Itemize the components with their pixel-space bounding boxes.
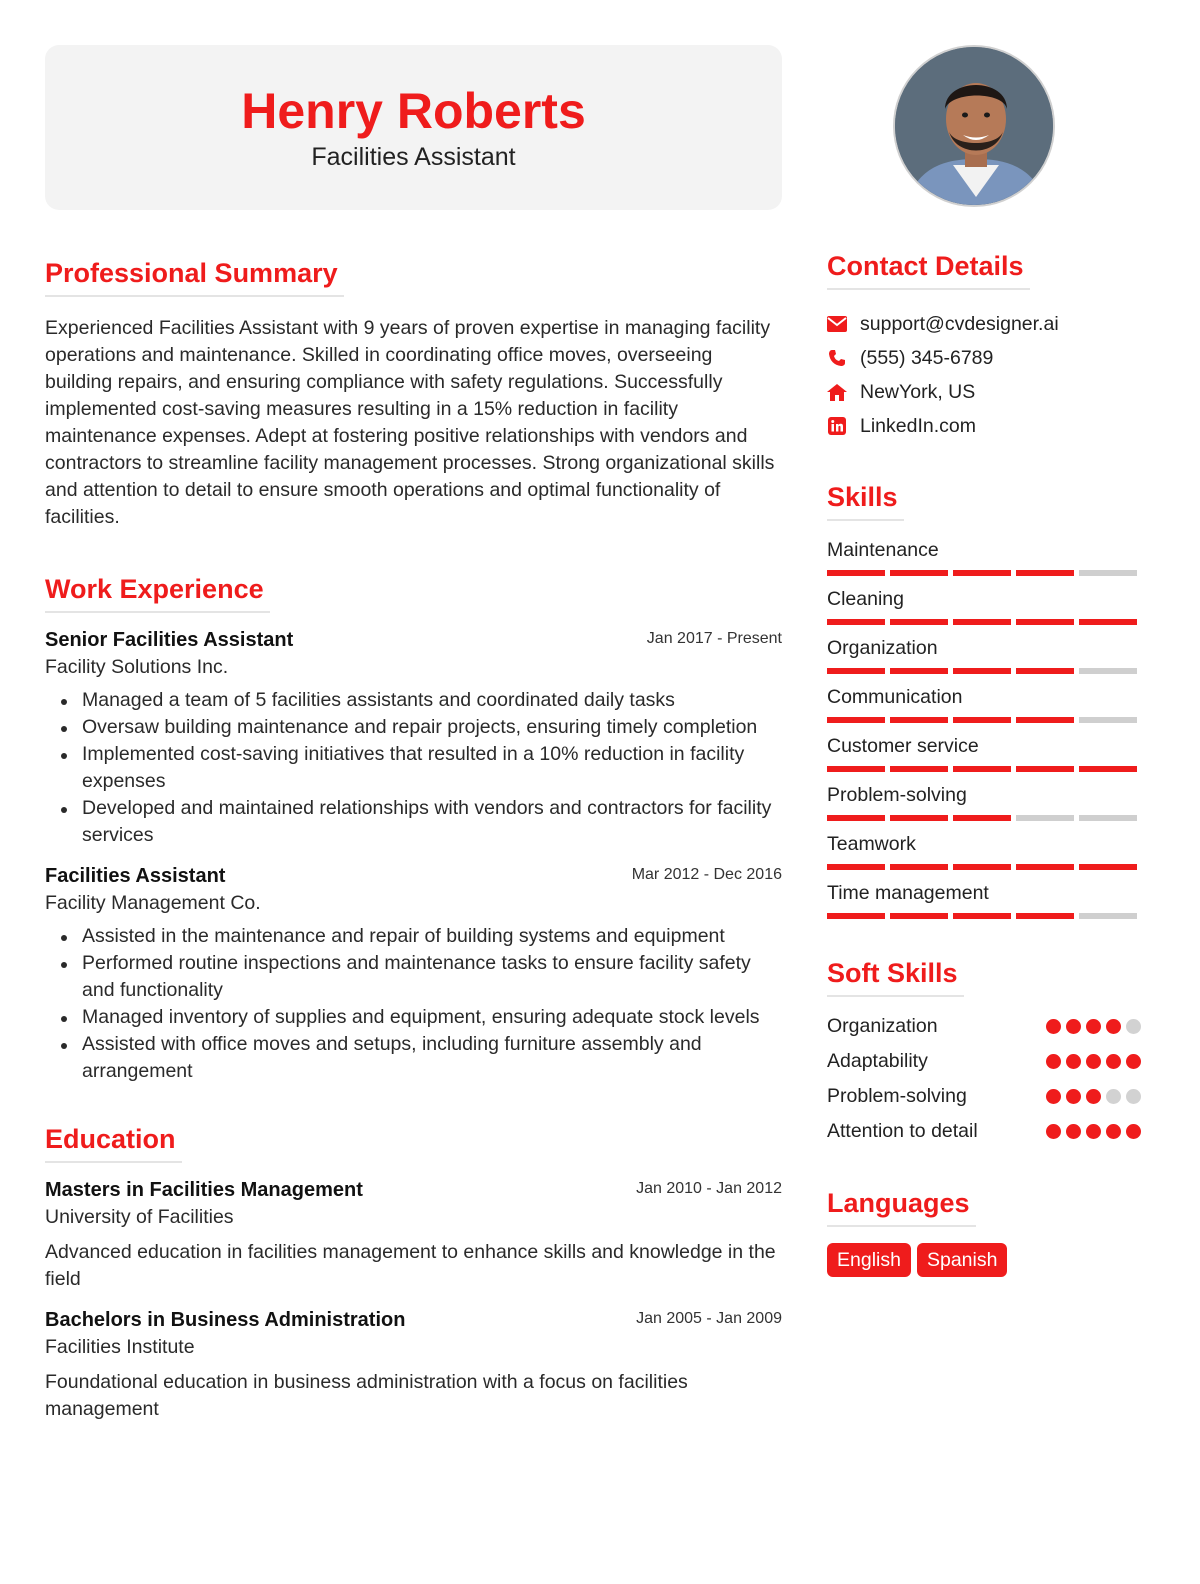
skill-level-segment [890,570,948,576]
skill-level-segment [1016,619,1074,625]
rating-dot [1066,1089,1081,1104]
soft-skill-rating [1046,1054,1141,1069]
rating-dot [1046,1124,1061,1139]
skill-level-segment [953,766,1011,772]
job-entry [45,627,782,849]
bullet-item: Oversaw building maintenance and repair projects, ensuring timely completion [45,714,782,741]
skill-level-segment [1079,864,1137,870]
envelope-icon [827,314,847,334]
rating-dot [1126,1019,1141,1034]
job-bullets [45,687,782,849]
skill-level-segment [827,766,885,772]
skill-item [827,586,1147,635]
skill-level-bar [827,619,1147,625]
education-entry [45,1177,782,1293]
profile-photo [893,45,1055,207]
rating-dot [1106,1124,1121,1139]
experience-heading: Work Experience [45,573,270,613]
soft-skill-item [827,1044,1147,1079]
skill-level-segment [827,717,885,723]
soft-skill-rating [1046,1019,1141,1034]
skill-item [827,684,1147,733]
experience-section [45,573,782,1085]
job-title: Facilities Assistant [311,142,516,171]
job-bullets [45,923,782,1085]
skill-name: Communication [827,686,963,708]
soft-skills-list [827,1009,1147,1149]
skill-level-segment [1079,619,1137,625]
soft-skill-name: Attention to detail [827,1120,978,1142]
linkedin-icon [827,416,847,436]
job-entry [45,863,782,1085]
skill-item [827,635,1147,684]
rating-dot [1086,1054,1101,1069]
skill-name: Customer service [827,735,979,757]
skill-level-segment [1016,570,1074,576]
home-icon [827,382,847,402]
skill-level-segment [1079,668,1137,674]
rating-dot [1066,1054,1081,1069]
bullet-item: Managed a team of 5 facilities assistants and coordinated daily tasks [45,687,782,714]
rating-dot [1106,1089,1121,1104]
skill-level-bar [827,668,1147,674]
skills-section [827,481,1147,929]
school-name: University of Facilities [45,1206,234,1228]
skill-name: Cleaning [827,588,904,610]
skill-name: Organization [827,637,938,659]
skill-level-segment [1079,815,1137,821]
bullet-item: Assisted with office moves and setups, including furniture assembly and arrangement [45,1031,782,1085]
job-title: Senior Facilities Assistant [45,629,294,651]
skill-level-segment [827,619,885,625]
soft-skill-name: Organization [827,1015,938,1037]
degree-title: Bachelors in Business Administration [45,1309,406,1331]
rating-dot [1106,1019,1121,1034]
contact-location [827,375,1147,409]
contact-heading: Contact Details [827,250,1030,290]
education-date: Jan 2005 - Jan 2009 [636,1310,782,1327]
skill-level-segment [953,570,1011,576]
contact-email [827,307,1147,341]
avatar-illustration [895,47,1055,207]
bullet-item: Performed routine inspections and maintenance tasks to ensure facility safety and functionality [45,950,782,1004]
skill-item [827,537,1147,586]
skill-level-segment [953,815,1011,821]
skill-item [827,782,1147,831]
bullet-item: Managed inventory of supplies and equipment, ensuring adequate stock levels [45,1004,782,1031]
skill-level-segment [890,815,948,821]
skill-level-segment [1016,717,1074,723]
skill-level-segment [1016,668,1074,674]
degree-title: Masters in Facilities Management [45,1179,363,1201]
languages-heading: Languages [827,1187,976,1227]
languages-section [827,1187,1147,1277]
sidebar-column [827,250,1147,1277]
skill-level-bar [827,570,1147,576]
skill-level-segment [890,913,948,919]
skill-level-segment [1079,570,1137,576]
skill-level-segment [890,717,948,723]
skill-name: Time management [827,882,989,904]
rating-dot [1066,1124,1081,1139]
bullet-item: Developed and maintained relationships with vendors and contractors for facility services [45,795,782,849]
rating-dot [1046,1054,1061,1069]
soft-skill-item [827,1114,1147,1149]
job-date: Mar 2012 - Dec 2016 [631,866,782,883]
languages-list [827,1243,1147,1277]
soft-skills-section [827,957,1147,1149]
skills-list [827,537,1147,929]
main-column [45,45,782,1423]
phone-text[interactable]: (555) 345-6789 [860,346,994,369]
skill-level-segment [953,864,1011,870]
contact-linkedin [827,409,1147,443]
soft-skill-item [827,1079,1147,1114]
rating-dot [1046,1019,1061,1034]
linkedin-text[interactable]: LinkedIn.com [860,414,976,437]
summary-heading: Professional Summary [45,257,344,297]
job-company: Facility Management Co. [45,892,261,914]
language-badge: English [827,1243,911,1277]
education-heading: Education [45,1123,182,1163]
language-badge: Spanish [917,1243,1007,1277]
skill-level-segment [1079,766,1137,772]
skill-level-segment [827,913,885,919]
skill-level-segment [827,570,885,576]
skill-name: Problem-solving [827,784,967,806]
education-description: Foundational education in business administration with a focus on facilities management [45,1371,688,1420]
header-card [45,45,782,210]
skill-name: Maintenance [827,539,939,561]
skill-level-bar [827,717,1147,723]
skill-level-segment [1016,913,1074,919]
rating-dot [1086,1124,1101,1139]
skills-heading: Skills [827,481,904,521]
school-name: Facilities Institute [45,1336,195,1358]
rating-dot [1126,1124,1141,1139]
rating-dot [1046,1089,1061,1104]
email-text[interactable]: support@cvdesigner.ai [860,312,1059,335]
skill-level-segment [890,668,948,674]
phone-icon [827,348,847,368]
soft-skill-rating [1046,1124,1141,1139]
education-description: Advanced education in facilities management to enhance skills and knowledge in the field [45,1241,776,1290]
skill-level-segment [953,913,1011,919]
job-company: Facility Solutions Inc. [45,656,229,678]
skill-level-bar [827,815,1147,821]
skill-level-segment [953,619,1011,625]
rating-dot [1066,1019,1081,1034]
soft-skill-rating [1046,1089,1141,1104]
skill-level-segment [1079,913,1137,919]
rating-dot [1106,1054,1121,1069]
job-date: Jan 2017 - Present [646,630,782,647]
skill-level-segment [827,668,885,674]
summary-section [45,257,782,531]
skill-level-segment [1016,766,1074,772]
rating-dot [1086,1089,1101,1104]
skill-level-segment [953,668,1011,674]
education-date: Jan 2010 - Jan 2012 [636,1180,782,1197]
skill-level-bar [827,864,1147,870]
skill-level-segment [1016,815,1074,821]
skill-level-segment [1016,864,1074,870]
skill-item [827,733,1147,782]
skill-level-segment [1079,717,1137,723]
skill-level-segment [827,815,885,821]
skill-item [827,831,1147,880]
bullet-item: Implemented cost-saving initiatives that resulted in a 10% reduction in facility expenses [45,741,782,795]
rating-dot [1126,1089,1141,1104]
contact-section [827,250,1147,443]
rating-dot [1086,1019,1101,1034]
skill-name: Teamwork [827,833,916,855]
skill-level-segment [890,766,948,772]
skill-level-segment [890,864,948,870]
soft-skills-heading: Soft Skills [827,957,964,997]
skill-item [827,880,1147,929]
job-title: Facilities Assistant [45,865,226,887]
location-text: NewYork, US [860,380,976,403]
candidate-name: Henry Roberts [241,82,586,139]
soft-skill-name: Adaptability [827,1050,928,1072]
contact-phone [827,341,1147,375]
skill-level-segment [890,619,948,625]
education-section [45,1123,782,1423]
skill-level-segment [827,864,885,870]
soft-skill-item [827,1009,1147,1044]
soft-skill-name: Problem-solving [827,1085,967,1107]
skill-level-segment [953,717,1011,723]
bullet-item: Assisted in the maintenance and repair of building systems and equipment [45,923,782,950]
summary-text: Experienced Facilities Assistant with 9 years of proven expertise in managing facility operations and maintenance. Skilled in coordinating office moves, overseeing building repairs, and ensuring compliance with safety regulations. Successfully implemented cost-saving measures resulting in a 15% reduction in facility maintenance expenses. Adept at fostering positive relationships with vendors and contractors to streamline facility management processes. Strong organizational skills and attention to detail to ensure smooth operations and optimal functionality of facilities. [45,317,775,528]
skill-level-bar [827,766,1147,772]
education-entry [45,1307,782,1423]
rating-dot [1126,1054,1141,1069]
skill-level-bar [827,913,1147,919]
